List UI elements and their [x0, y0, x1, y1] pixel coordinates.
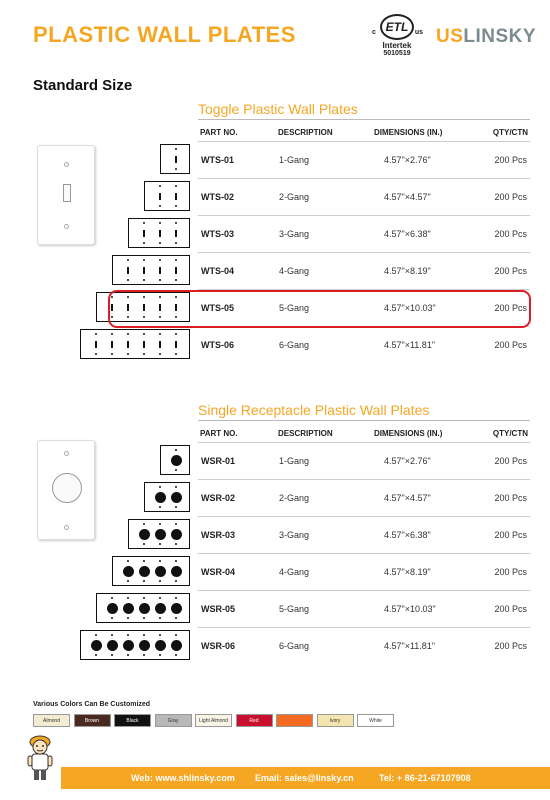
receptacle-plate-image: [37, 440, 95, 540]
cell-qty: 200 Pcs: [494, 456, 527, 466]
cell-dim: 4.57"×4.57": [384, 493, 431, 503]
footer-bar: [61, 767, 550, 789]
cell-desc: 1-Gang: [279, 456, 310, 466]
toggle-plate-2-gang: [144, 181, 190, 211]
cell-dim: 4.57"×4.57": [384, 192, 431, 202]
cell-desc: 6-Gang: [279, 641, 310, 651]
toggle-table-header: PART NO. DESCRIPTION DIMENSIONS (IN.) QTY/CTN: [200, 128, 528, 137]
mascot-icon: [24, 732, 56, 784]
color-swatch: White: [357, 714, 394, 727]
cell-dim: 4.57"×11.81": [384, 340, 436, 350]
cell-part: WSR-04: [201, 567, 236, 577]
receptacle-plate-1-gang: [160, 445, 190, 475]
cell-desc: 3-Gang: [279, 530, 310, 540]
receptacle-plate-4-gang: [112, 556, 190, 586]
cell-part: WTS-06: [201, 340, 235, 350]
color-swatch: Gray: [155, 714, 192, 727]
table-row: [198, 141, 530, 178]
color-swatch: Almond: [33, 714, 70, 727]
toggle-plate-6-gang: [80, 329, 190, 359]
cell-desc: 2-Gang: [279, 493, 310, 503]
footer-web[interactable]: Web: www.shlinsky.com: [131, 773, 235, 783]
cert-number: 5010519: [383, 50, 411, 57]
cell-part: WSR-05: [201, 604, 236, 614]
color-swatch: [276, 714, 313, 727]
cert-name: Intertek: [382, 41, 412, 50]
cell-dim: 4.57"×10.03": [384, 604, 436, 614]
cell-dim: 4.57"×10.03": [384, 303, 436, 313]
cell-part: WTS-01: [201, 155, 235, 165]
footer-tel: Tel: + 86-21-67107908: [379, 773, 471, 783]
colors-title: Various Colors Can Be Customized: [33, 701, 151, 708]
color-swatch: Red: [236, 714, 273, 727]
toggle-section-title: Toggle Plastic Wall Plates: [198, 101, 358, 117]
cell-desc: 1-Gang: [279, 155, 310, 165]
cell-desc: 5-Gang: [279, 604, 310, 614]
etl-mark: c ETL us: [380, 14, 414, 40]
cell-dim: 4.57"×8.19": [384, 266, 431, 276]
table-row: [198, 442, 530, 479]
cell-desc: 5-Gang: [279, 303, 310, 313]
table-row: [198, 326, 530, 363]
cell-part: WTS-04: [201, 266, 235, 276]
cell-part: WSR-01: [201, 456, 236, 466]
cell-dim: 4.57"×8.19": [384, 567, 431, 577]
cell-dim: 4.57"×6.38": [384, 229, 431, 239]
receptacle-table-header: PART NO. DESCRIPTION DIMENSIONS (IN.) QTY/CTN: [200, 429, 528, 438]
cell-qty: 200 Pcs: [494, 155, 527, 165]
cell-qty: 200 Pcs: [494, 192, 527, 202]
brand-logo: USLINSKY: [436, 26, 537, 47]
color-swatch: Brown: [74, 714, 111, 727]
receptacle-plate-2-gang: [144, 482, 190, 512]
page-title: PLASTIC WALL PLATES: [33, 22, 296, 47]
cell-qty: 200 Pcs: [494, 229, 527, 239]
color-swatch: Light Almond: [195, 714, 232, 727]
cell-part: WTS-03: [201, 229, 235, 239]
receptacle-plate-6-gang: [80, 630, 190, 660]
cell-desc: 4-Gang: [279, 266, 310, 276]
toggle-plate-image: [37, 145, 95, 245]
cell-qty: 200 Pcs: [494, 604, 527, 614]
table-row: [198, 553, 530, 590]
cell-desc: 4-Gang: [279, 567, 310, 577]
color-swatch: Black: [114, 714, 151, 727]
toggle-plate-1-gang: [160, 144, 190, 174]
table-row: [198, 479, 530, 516]
cell-part: WSR-03: [201, 530, 236, 540]
table-row: [198, 178, 530, 215]
cell-dim: 4.57"×6.38": [384, 530, 431, 540]
cell-dim: 4.57"×2.76": [384, 155, 431, 165]
etl-certification-logo: [372, 14, 423, 57]
table-row: [198, 215, 530, 252]
toggle-plate-4-gang: [112, 255, 190, 285]
cell-desc: 2-Gang: [279, 192, 310, 202]
cell-qty: 200 Pcs: [494, 567, 527, 577]
cell-desc: 6-Gang: [279, 340, 310, 350]
size-label: Standard Size: [33, 77, 133, 94]
cell-qty: 200 Pcs: [494, 340, 527, 350]
cell-qty: 200 Pcs: [494, 266, 527, 276]
divider: [198, 119, 530, 120]
toggle-plate-3-gang: [128, 218, 190, 248]
table-row: [198, 627, 530, 664]
highlight-box: [108, 290, 531, 328]
table-row: [198, 252, 530, 289]
cell-qty: 200 Pcs: [494, 493, 527, 503]
receptacle-plate-3-gang: [128, 519, 190, 549]
footer-email[interactable]: Email: sales@linsky.cn: [255, 773, 354, 783]
cell-qty: 200 Pcs: [494, 641, 527, 651]
cell-dim: 4.57"×11.81": [384, 641, 436, 651]
table-row: [198, 516, 530, 553]
cell-part: WSR-06: [201, 641, 236, 651]
cell-part: WSR-02: [201, 493, 236, 503]
cell-part: WTS-02: [201, 192, 235, 202]
receptacle-plate-5-gang: [96, 593, 190, 623]
table-row: [198, 590, 530, 627]
color-swatch: Ivory: [317, 714, 354, 727]
cell-qty: 200 Pcs: [494, 303, 527, 313]
cell-desc: 3-Gang: [279, 229, 310, 239]
receptacle-section-title: Single Receptacle Plastic Wall Plates: [198, 402, 430, 418]
cell-dim: 4.57"×2.76": [384, 456, 431, 466]
cell-part: WTS-05: [201, 303, 235, 313]
divider: [198, 420, 530, 421]
cell-qty: 200 Pcs: [494, 530, 527, 540]
